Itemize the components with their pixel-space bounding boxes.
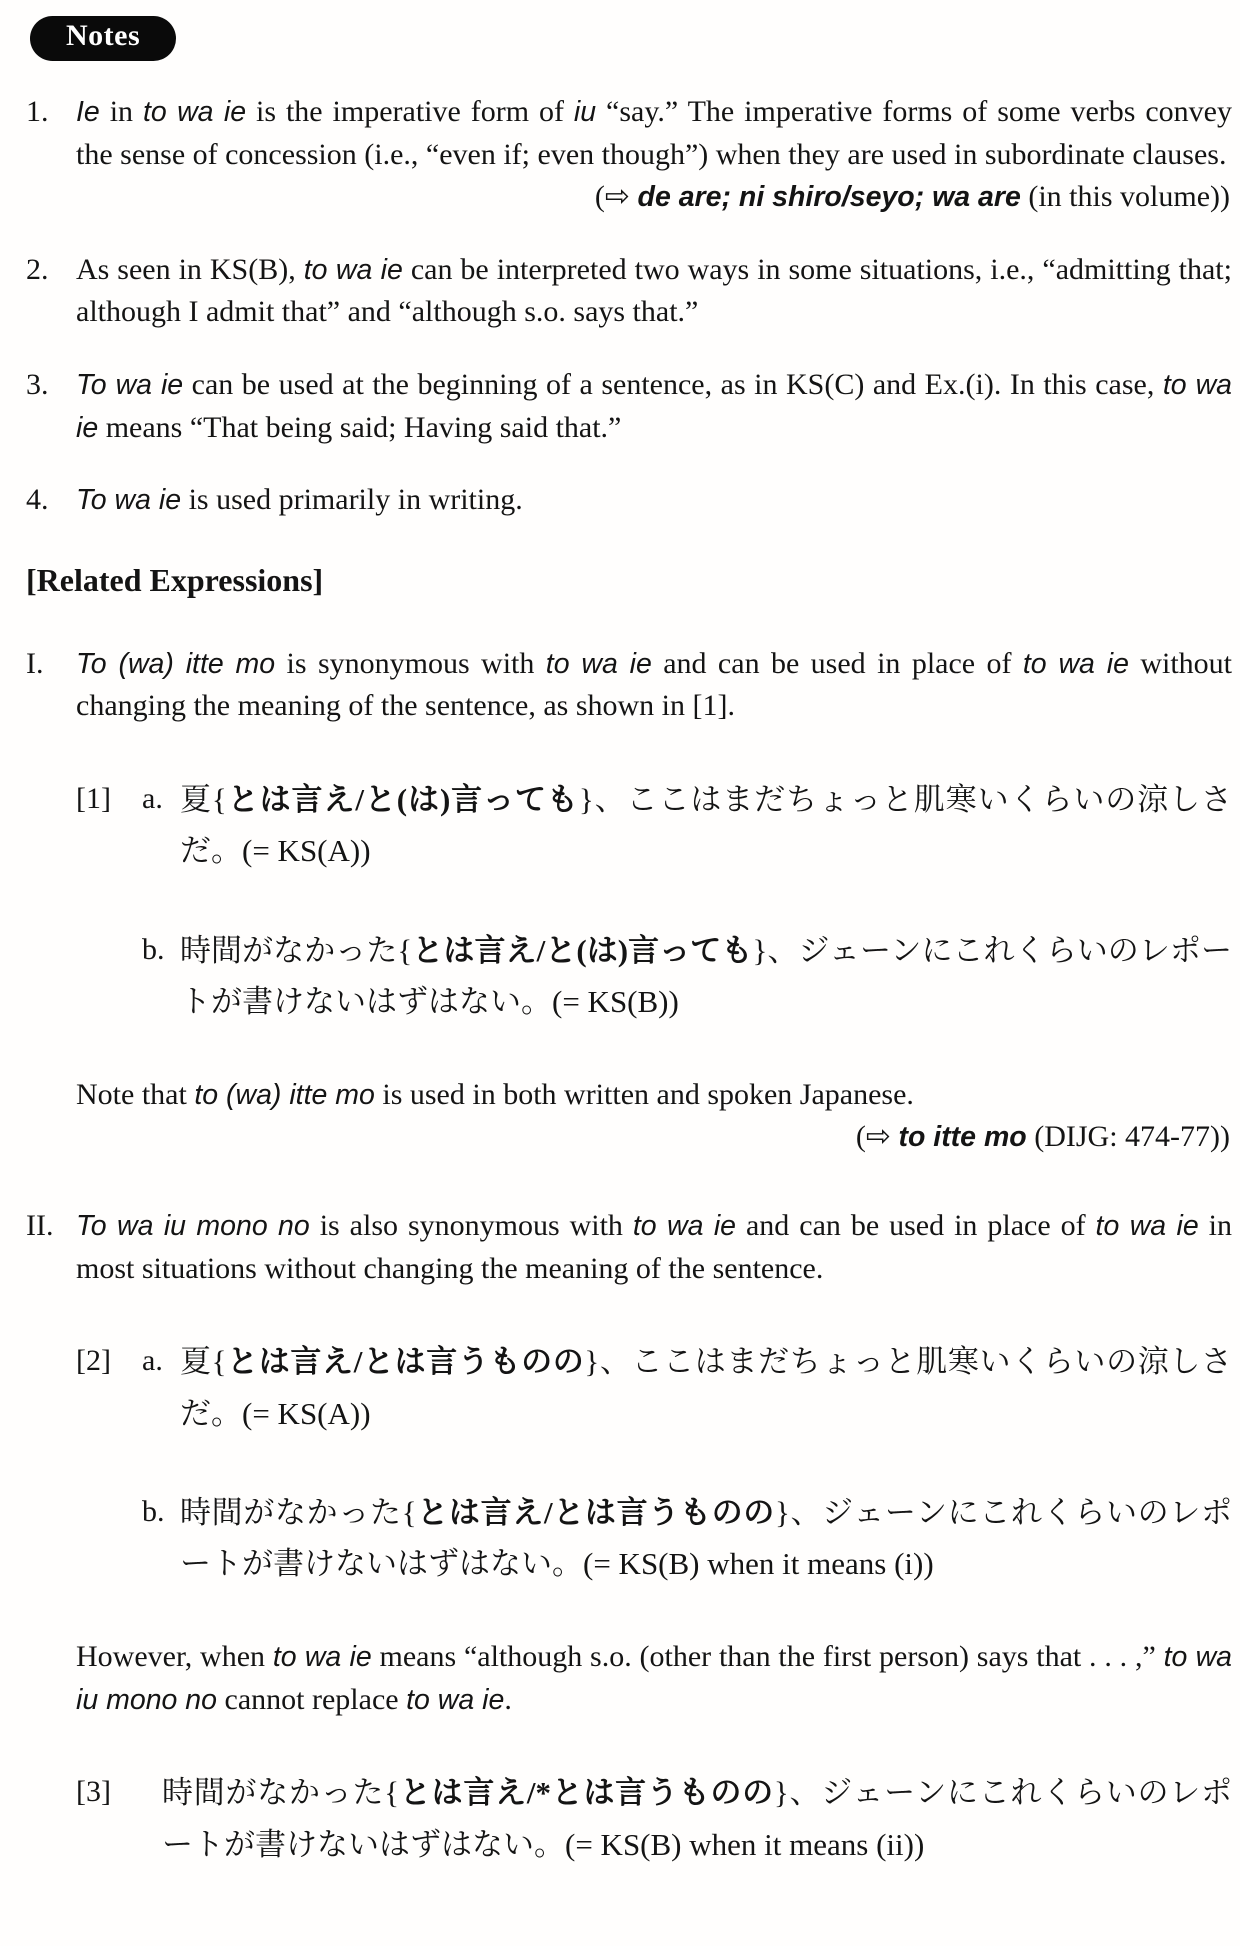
related-section-2 xyxy=(26,1205,1232,1916)
section-2-body xyxy=(76,1205,1232,1916)
section-1-note: Note that to (wa) itte mo is used in both written and spoken Japanese. xyxy=(76,1077,914,1111)
example-1-body xyxy=(142,774,1232,1028)
note-4-text: To wa ie is used primarily in writing. xyxy=(76,483,523,517)
section-1-cross-reference: (⇨ to itte mo (DIJG: 474-77)) xyxy=(855,1119,1230,1155)
note-item-3 xyxy=(26,364,1232,449)
note-4-number: 4. xyxy=(26,483,49,517)
related-expressions-header: [Related Expressions] xyxy=(26,561,324,598)
example-block-2 xyxy=(76,1336,1232,1590)
section-1-numeral: I. xyxy=(26,646,44,680)
related-section-1 xyxy=(26,643,1232,1159)
note-item-1 xyxy=(26,91,1232,219)
example-3-label: [3] xyxy=(76,1775,111,1809)
example-1-label: [1] xyxy=(76,781,111,815)
note-2-text: As seen in KS(B), to wa ie can be interpreted two ways in some situations, i.e., “admitting that; although I admit that” and “although s.o. says that.” xyxy=(76,252,1232,329)
example-block-1 xyxy=(76,774,1232,1028)
example-2a-sentence: 夏{とは言え/とは言うものの}、ここはまだちょっと肌寒いくらいの涼しさだ。(= KS(A)) xyxy=(180,1344,1232,1431)
note-item-2 xyxy=(26,249,1232,334)
section-2-intro: To wa iu mono no is also synonymous with to wa ie and can be used in place of to wa ie in most situations without changing the meaning of the sentence. xyxy=(76,1208,1232,1285)
section-1-body xyxy=(76,643,1232,1159)
example-1b xyxy=(142,925,1232,1028)
example-2b-sentence: 時間がなかった{とは言え/とは言うものの}、ジェーンにこれくらいのレポートが書けないはずはない。(= KS(B) when it means (i)) xyxy=(180,1495,1232,1582)
example-2b xyxy=(142,1487,1232,1590)
example-1b-sentence: 時間がなかった{とは言え/と(は)言っても}、ジェーンにこれくらいのレポートが書けないはずはない。(= KS(B)) xyxy=(180,932,1232,1020)
notes-badge-label: Notes xyxy=(66,19,141,52)
example-block-3 xyxy=(76,1767,1232,1870)
section-1-intro: To (wa) itte mo is synonymous with to wa ie and can be used in place of to wa ie without changing the meaning of the sentence, as shown in [1]. xyxy=(76,646,1232,723)
example-2-body xyxy=(142,1336,1232,1590)
example-1a-sentence: 夏{とは言え/と(は)言っても}、ここはまだちょっと肌寒いくらいの涼しさだ。(= KS(A)) xyxy=(180,781,1232,869)
note-2-number: 2. xyxy=(26,252,49,286)
example-2-label: [2] xyxy=(76,1344,111,1378)
note-2-body xyxy=(76,249,1232,334)
note-1-body xyxy=(76,91,1232,219)
example-2b-label: b. xyxy=(142,1495,165,1529)
note-3-number: 3. xyxy=(26,367,49,401)
note-3-body xyxy=(76,364,1232,449)
note-item-4 xyxy=(26,479,1232,522)
section-2-note: However, when to wa ie means “although s.o. (other than the first person) says that . . . ,” to wa iu mono no cannot replace to wa ie. xyxy=(76,1639,1233,1716)
note-3-text: To wa ie can be used at the beginning of a sentence, as in KS(C) and Ex.(i). In this case, to wa ie means “That being said; Having said that.” xyxy=(76,367,1232,444)
example-1b-label: b. xyxy=(142,932,165,966)
example-2a-label: a. xyxy=(142,1344,163,1378)
notes-badge xyxy=(30,16,176,61)
note-4-body xyxy=(76,479,1232,522)
example-1a xyxy=(142,774,1232,877)
note-1-text: Ie in to wa ie is the imperative form of iu “say.” The imperative forms of some verbs convey the sense of concession (i.e., “even if; even though”) when they are used in subordinate clauses. xyxy=(76,95,1232,171)
example-2a xyxy=(142,1336,1232,1439)
example-1a-label: a. xyxy=(142,781,163,815)
section-2-numeral: II. xyxy=(26,1208,54,1242)
note-1-number: 1. xyxy=(26,95,49,128)
example-3-sentence: 時間がなかった{とは言え/*とは言うものの}、ジェーンにこれくらいのレポートが書けないはずはない。(= KS(B) when it means (ii)) xyxy=(162,1775,1232,1862)
note-1-cross-reference: (⇨ de are; ni shiro/seyo; wa are (in this volume)) xyxy=(594,179,1230,215)
